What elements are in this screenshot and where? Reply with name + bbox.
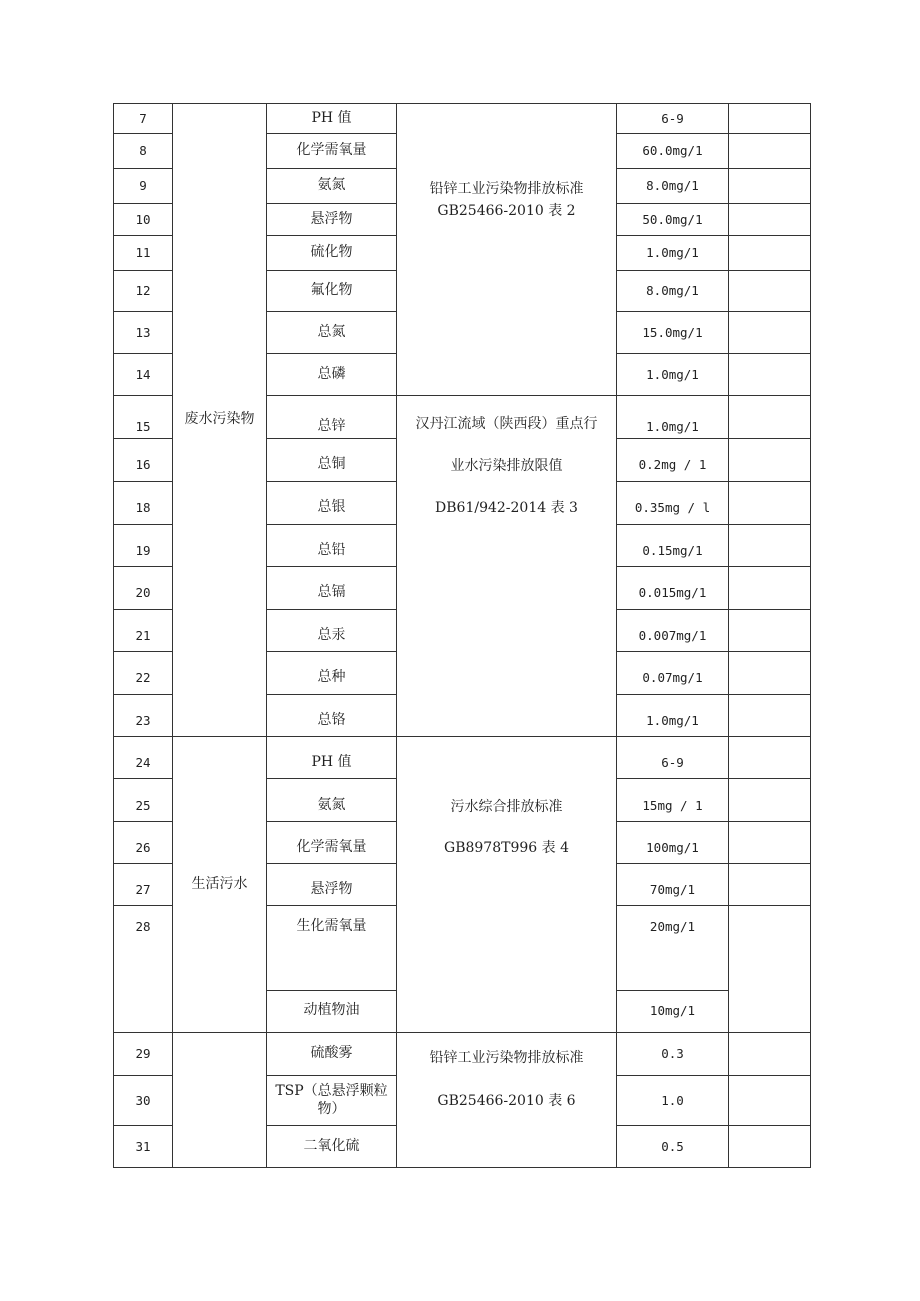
- row-divider: [266, 694, 397, 695]
- limit-value: 1.0mg/1: [646, 366, 699, 382]
- row-number: 23: [135, 712, 151, 728]
- pollutant-name: 总银: [317, 499, 346, 516]
- pollutant-name: 总汞: [317, 626, 346, 643]
- row-number: 15: [135, 419, 151, 435]
- row-number: 11: [135, 245, 151, 261]
- standard-name: 汉丹江流域（陕西段）重点行: [415, 416, 598, 433]
- row-divider: [266, 821, 397, 822]
- pollutant-name: 总镉: [317, 584, 346, 601]
- row-divider: [113, 863, 173, 864]
- limit-value: 0.015mg/1: [638, 585, 707, 601]
- remark-cell: [729, 271, 810, 311]
- row-number: 18: [135, 500, 151, 516]
- row-number: 14: [135, 366, 151, 382]
- standard-code: GB25466-2010 表 2: [437, 203, 576, 219]
- row-number: 31: [135, 1138, 151, 1154]
- limit-value: 1.0mg/1: [646, 245, 699, 261]
- row-divider: [616, 694, 811, 695]
- row-divider: [616, 566, 811, 567]
- pollutant-name: 化学需氧量: [296, 838, 367, 855]
- column-divider: [396, 103, 397, 1168]
- row-divider: [616, 863, 811, 864]
- remark-cell: [729, 406, 810, 448]
- row-number: 12: [135, 283, 151, 299]
- pollutant-name: 氟化物: [310, 282, 353, 299]
- row-divider: [113, 395, 173, 396]
- row-divider: [266, 524, 397, 525]
- pollutant-name: 氨氮: [317, 177, 346, 194]
- row-number: 13: [135, 324, 151, 340]
- row-number: 30: [135, 1092, 151, 1108]
- pollutant-name: 硫化物: [310, 244, 353, 261]
- row-divider: [266, 609, 397, 610]
- limit-value: 100mg/1: [646, 839, 699, 855]
- limit-value: 0.5: [661, 1138, 684, 1154]
- table-border-bottom: [113, 1167, 811, 1168]
- remark-cell: [729, 906, 810, 948]
- row-number: 8: [139, 143, 147, 159]
- remark-cell: [729, 104, 810, 133]
- row-divider: [616, 481, 811, 482]
- limit-value: 10mg/1: [649, 1003, 696, 1019]
- limit-value: 20mg/1: [649, 919, 696, 935]
- limit-value: 0.007mg/1: [638, 627, 707, 643]
- remark-cell: [729, 492, 810, 524]
- remark-cell: [729, 312, 810, 353]
- row-divider: [113, 694, 173, 695]
- row-number: 9: [139, 178, 147, 194]
- pollutant-name: 总铬: [317, 711, 346, 728]
- row-divider: [113, 481, 173, 482]
- limit-value: 60.0mg/1: [642, 143, 703, 159]
- row-divider: [616, 778, 811, 779]
- pollutant-name: 总铅: [317, 541, 346, 558]
- row-number: 10: [135, 211, 151, 227]
- section-divider: [113, 736, 811, 737]
- row-number: 16: [135, 457, 151, 473]
- row-number: 28: [135, 919, 151, 935]
- row-number: 22: [135, 670, 151, 686]
- remark-cell: [729, 1076, 810, 1125]
- row-divider: [266, 566, 397, 567]
- row-divider: [616, 609, 811, 610]
- limit-value: 15.0mg/1: [642, 324, 703, 340]
- standard-lead-zinc-air: [397, 1040, 616, 1120]
- row-divider: [113, 524, 173, 525]
- row-number: 24: [135, 754, 151, 770]
- limit-value: 15mg / 1: [642, 797, 703, 813]
- category-wastewater: 废水污染物: [184, 411, 255, 428]
- standard-code: DB61/942-2014 表 3: [435, 499, 578, 516]
- row-divider: [113, 566, 173, 567]
- row-divider: [616, 524, 811, 525]
- remark-cell: [729, 236, 810, 270]
- row-divider: [266, 778, 397, 779]
- row-number: 29: [135, 1046, 151, 1062]
- pollutant-name: 悬浮物: [310, 210, 353, 227]
- row-number: 7: [139, 110, 147, 126]
- standard-code: GB8978T996 表 4: [444, 840, 569, 856]
- row-divider: [113, 609, 173, 610]
- remark-cell: [729, 705, 810, 736]
- standard-code: GB25466-2010 表 6: [437, 1093, 576, 1109]
- pollutant-name: 总氮: [317, 323, 346, 340]
- remark-cell: [729, 354, 810, 395]
- remark-cell: [729, 577, 810, 609]
- row-number: 27: [135, 881, 151, 897]
- category-domestic-sewage: 生活污水: [191, 876, 248, 893]
- pollutant-name: 化学需氧量: [296, 142, 367, 159]
- pollutant-name: 总种: [317, 669, 346, 686]
- pollutant-name: TSP（总悬浮颗粒物）: [275, 1083, 388, 1117]
- remark-cell: [729, 790, 810, 821]
- row-divider: [616, 651, 811, 652]
- row-divider: [113, 651, 173, 652]
- remark-cell: [729, 535, 810, 566]
- standard-sewage: [397, 788, 616, 868]
- pollutant-name: 动植物油: [303, 1002, 360, 1019]
- row-divider: [266, 481, 397, 482]
- remark-cell: [729, 204, 810, 235]
- row-number: 21: [135, 627, 151, 643]
- limit-value: 0.2mg / 1: [638, 457, 707, 473]
- row-divider: [266, 651, 397, 652]
- limit-value: 0.35mg / l: [634, 500, 711, 516]
- table-border-right: [810, 103, 811, 1168]
- standard-name: 污水综合排放标准: [450, 799, 563, 816]
- standard-hanjiang: [397, 405, 616, 529]
- pollutant-name: PH 值: [311, 109, 352, 126]
- pollutant-name: 总磷: [317, 365, 346, 382]
- limit-value: 50.0mg/1: [642, 211, 703, 227]
- standard-name: 铅锌工业污染物排放标准: [429, 180, 584, 197]
- remark-cell: [729, 1126, 810, 1167]
- pollutant-name: 硫酸雾: [310, 1045, 353, 1062]
- standard-name-cont: 业水污染排放限值: [450, 458, 563, 475]
- pollutant-name: 总锌: [317, 418, 346, 435]
- limit-value: 8.0mg/1: [646, 283, 699, 299]
- remark-cell: [729, 169, 810, 203]
- limit-value: 1.0: [661, 1092, 684, 1108]
- remark-cell: [729, 832, 810, 863]
- limit-value: 1.0mg/1: [646, 712, 699, 728]
- row-number: 19: [135, 542, 151, 558]
- limit-value: 1.0mg/1: [646, 419, 699, 435]
- remark-cell: [729, 449, 810, 481]
- remark-cell: [729, 662, 810, 694]
- row-number: [114, 990, 172, 1032]
- pollutant-name: 悬浮物: [310, 880, 353, 897]
- pollutant-name: 氨氮: [317, 796, 346, 813]
- remark-cell: [729, 1033, 810, 1075]
- remark-cell: [729, 747, 810, 778]
- remark-cell: [729, 620, 810, 651]
- row-number: 25: [135, 797, 151, 813]
- row-number: 20: [135, 585, 151, 601]
- limit-value: 70mg/1: [649, 881, 696, 897]
- row-divider: [266, 395, 811, 396]
- pollutant-name: 总铜: [317, 456, 346, 473]
- remark-cell: [729, 134, 810, 168]
- row-divider: [616, 821, 811, 822]
- standard-lead-zinc-water: [397, 170, 616, 230]
- column-divider: [172, 103, 173, 1168]
- limit-value: 0.3: [661, 1046, 684, 1062]
- limit-value: 6-9: [661, 754, 684, 770]
- limit-value: 0.15mg/1: [642, 542, 703, 558]
- limit-value: 8.0mg/1: [646, 178, 699, 194]
- row-divider: [113, 778, 173, 779]
- pollutant-name: 生化需氧量: [296, 918, 367, 935]
- remark-cell: [729, 990, 810, 1032]
- limit-value: 0.07mg/1: [642, 670, 703, 686]
- pollutant-name: 二氧化硫: [303, 1137, 360, 1154]
- pollutant-name: PH 值: [311, 753, 352, 770]
- limit-value: 6-9: [661, 110, 684, 126]
- row-divider: [113, 821, 173, 822]
- remark-cell: [729, 874, 810, 905]
- row-number: 26: [135, 839, 151, 855]
- row-divider: [266, 863, 397, 864]
- standard-name: 铅锌工业污染物排放标准: [429, 1049, 584, 1066]
